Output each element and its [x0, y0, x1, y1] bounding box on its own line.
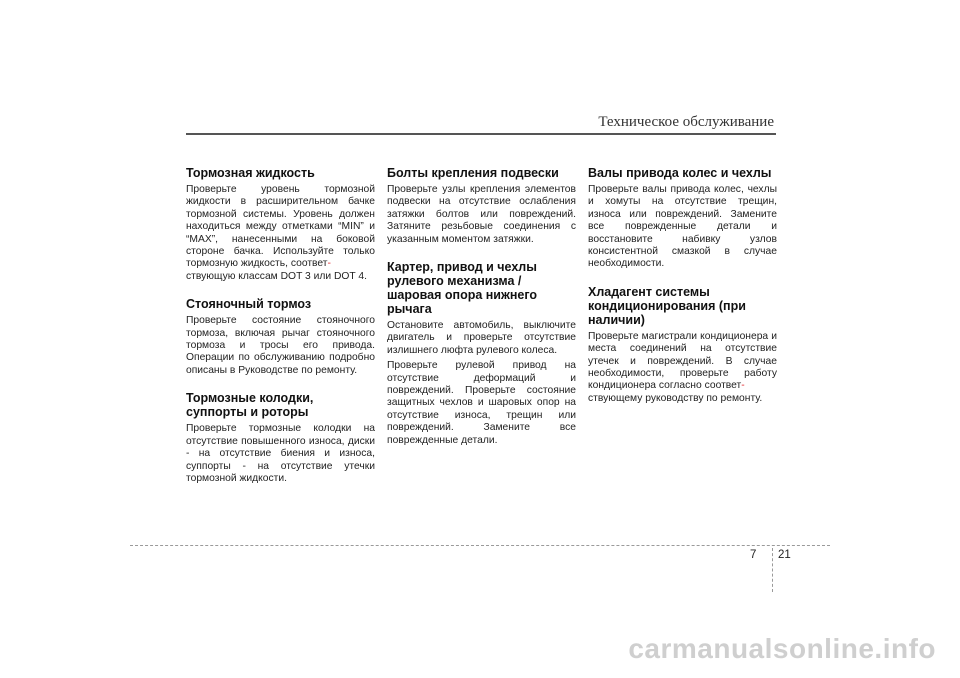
section-body: Проверьте состояние стояночного тормоза, включая рычаг стояночного тормоза и тросы его привода. Операции по обслуживанию подробно описаны в Руководстве по ремонту.: [186, 315, 375, 376]
chapter-number: 7: [750, 549, 757, 561]
hyphen-mark: -: [327, 258, 331, 270]
section-heading: Картер, привод и чехлы рулевого механизма / шаровая опора нижнего рычага: [387, 260, 538, 317]
section-heading: Хладагент системы кондиционирования (при наличии): [588, 284, 746, 327]
section-heading: Болты крепления подвески: [387, 166, 559, 180]
section-brake-fluid: [186, 166, 375, 283]
section-brake-pads: [186, 391, 375, 485]
section-heading: Тормозные колодки, суппорты и роторы: [186, 391, 314, 420]
section-body: Проверьте узлы крепления элементов подвески на отсутствие ослабления затяжки болтов или повреждений. Затяните резьбовые соединения с указанным моментом затяжки.: [387, 184, 576, 245]
section-suspension-bolts: [387, 166, 576, 246]
section-parking-brake: [186, 297, 375, 377]
section-body-2: Проверьте рулевой привод на отсутствие деформаций и повреждений. Проверьте состояние защитных чехлов и шаровых опор на отсутствие износа, трещин или повреждений. Замените все поврежденные детали.: [387, 360, 576, 446]
section-body: Проверьте валы привода колес, чехлы и хомуты на отсутствие трещин, износа или повреждений. Замените все поврежденные детали и восстановите набивку узлов консистентной смазкой в случае необходимости.: [588, 184, 777, 270]
page-number-divider: [772, 548, 773, 592]
header-divider: [186, 133, 776, 135]
section-heading: Валы привода колес и чехлы: [588, 166, 772, 180]
hyphen-mark: -: [741, 380, 745, 392]
section-steering-gear: [387, 260, 576, 447]
column-left: [186, 166, 375, 499]
column-middle: [387, 166, 576, 461]
watermark: carmanualsonline.info: [628, 633, 936, 664]
section-body: Проверьте магистрали кондиционера и места соединений на отсутствие утечек и повреждений. В случае необходимости, проверьте работу кондиционера согласно соответ- ствующему руководству по ремонту.: [588, 330, 777, 404]
section-body: Проверьте тормозные колодки на отсутствие повышенного износа, диски - на отсутствие биения и износа, суппорты - на отсутствие утечки тормозной жидкости.: [186, 423, 375, 484]
section-heading: Тормозная жидкость: [186, 166, 315, 180]
section-ac-refrigerant: [588, 285, 777, 405]
column-right: [588, 166, 777, 419]
section-body: Остановите автомобиль, выключите двигатель и проверьте отсутствие излишнего люфта рулевого колеса.: [387, 320, 576, 356]
section-body: Проверьте уровень тормозной жидкости в расширительном бачке тормозной системы. Уровень должен находиться между отметками “MIN” и “MAX”, нанесенными на боковой стороне бачка. Используйте только тормозную жидкость, соответ- ствующую классам DOT 3 или DOT 4.: [186, 184, 375, 282]
page-number: 21: [778, 549, 791, 561]
section-drive-shafts: [588, 166, 777, 271]
footer-divider: [130, 545, 830, 546]
page-header-title: Техническое обслуживание: [598, 114, 774, 130]
section-heading: Стояночный тормоз: [186, 297, 312, 312]
